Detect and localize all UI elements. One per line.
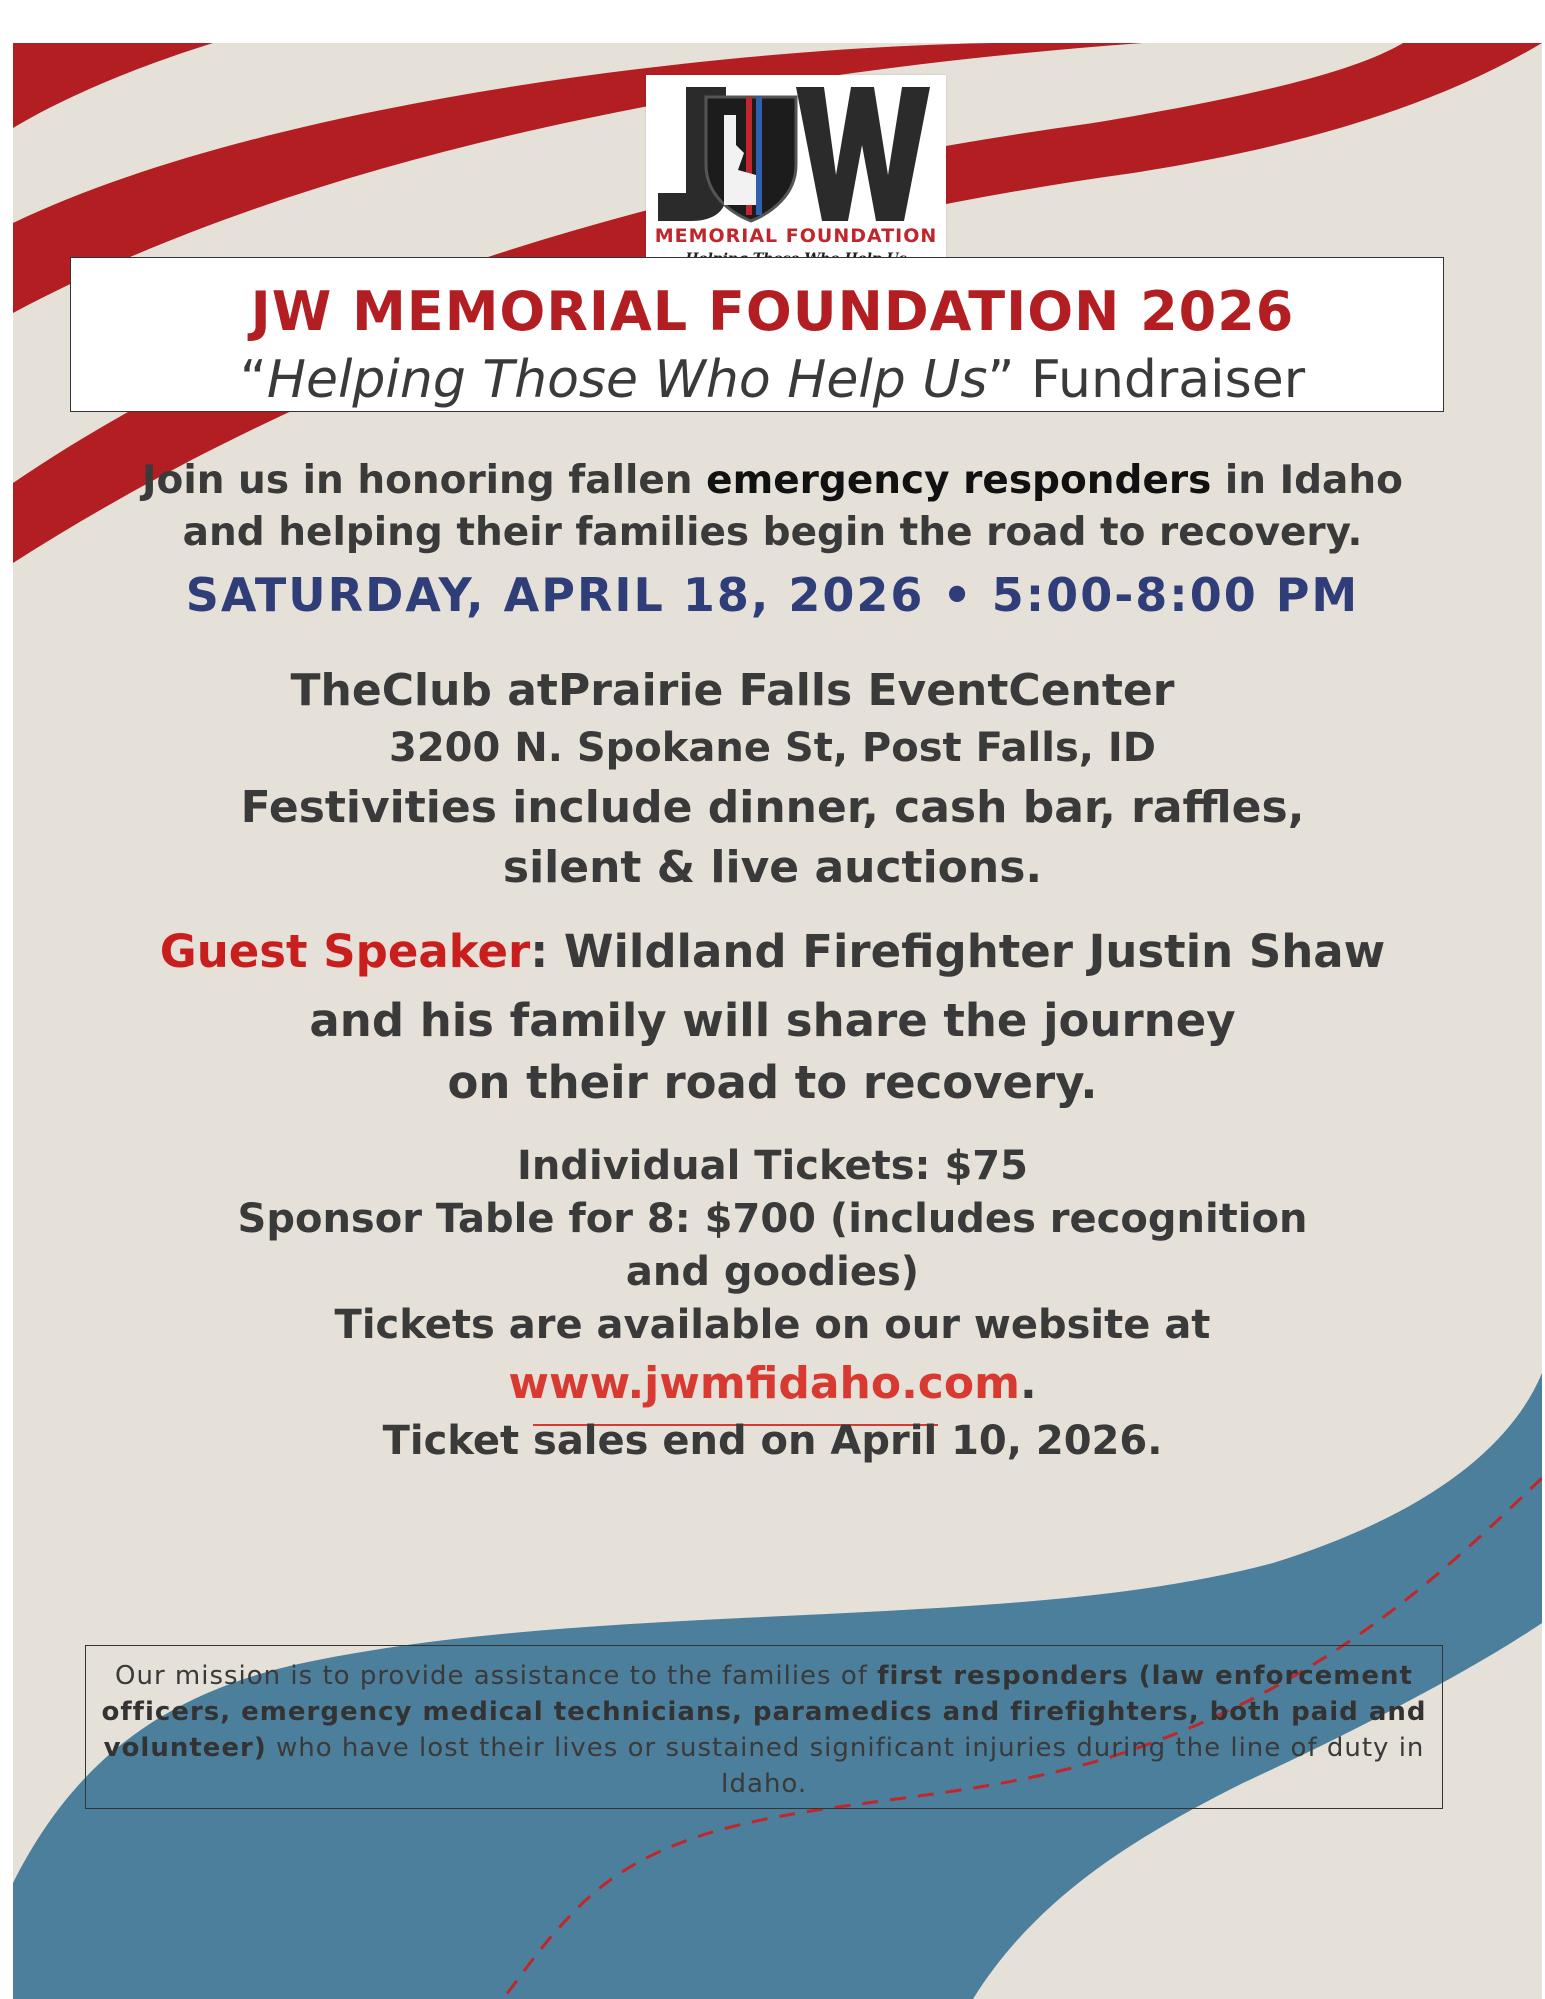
ticket-sales-end: Ticket sales end on April 10, 2026. (382, 1418, 1163, 1464)
event-date-time: SATURDAY, APRIL 18, 2026 • 5:00-8:00 PM (185, 568, 1360, 622)
event-address: 3200 N. Spokane St, Post Falls, ID (388, 725, 1156, 771)
subtitle-slogan: Helping Those Who Help Us (266, 350, 988, 410)
logo-org-name: MEMORIAL FOUNDATION (654, 225, 938, 247)
sponsor-table-price: Sponsor Table for 8: $700 (includes recognition (237, 1196, 1308, 1242)
ticket-info: Individual Tickets: $75 Sponsor Table for 8: $700 (includes recognition and goodies) Tickets are available on our website at (237, 1143, 1308, 1348)
website-link[interactable]: www.jwmfidaho.com (508, 1358, 1020, 1409)
page-title: JW MEMORIAL FOUNDATION 2026 (250, 280, 1295, 343)
red-stripe-1 (13, 43, 213, 128)
mission-statement: Our mission is to provide assistance to the families of first responders (law enforcement officers, emergency medical technicians, paramedics and firefighters, both paid and volunteer) who have lost their lives or sustained significant injuries during the line of duty in Idaho. (101, 1661, 1427, 1799)
intro-text: Join us in honoring fallen emergency responders in Idaho and helping their families begin the road to recovery. (142, 458, 1403, 555)
logo-w-shape (796, 87, 930, 221)
shield-blue-stripe (756, 97, 762, 215)
event-venue: TheClub atPrairie Falls EventCenter (290, 665, 1175, 716)
individual-ticket-price: Individual Tickets: $75 (517, 1143, 1028, 1189)
speaker-journey: and his family will share the journey on their road to recovery. (309, 994, 1236, 1109)
mission-emphasis: first responders (law enforcement officers, emergency medical technicians, paramedics and firefighters, both paid and volunteer) (101, 1661, 1427, 1763)
website-line: www.jwmfidaho.com. (508, 1358, 1037, 1409)
event-festivities: Festivities include dinner, cash bar, raffles, silent & live auctions. (240, 782, 1305, 893)
logo (646, 75, 946, 287)
intro-emphasis: emergency responders (706, 458, 1212, 503)
page-subtitle: “Helping Those Who Help Us” Fundraiser (239, 350, 1306, 410)
guest-speaker-label: Guest Speaker (159, 925, 531, 978)
guest-speaker (0, 925, 1545, 978)
ticket-availability: Tickets are available on our website at (334, 1302, 1211, 1348)
guest-speaker-name: : Wildland Firefighter Justin Shaw (530, 925, 1386, 978)
